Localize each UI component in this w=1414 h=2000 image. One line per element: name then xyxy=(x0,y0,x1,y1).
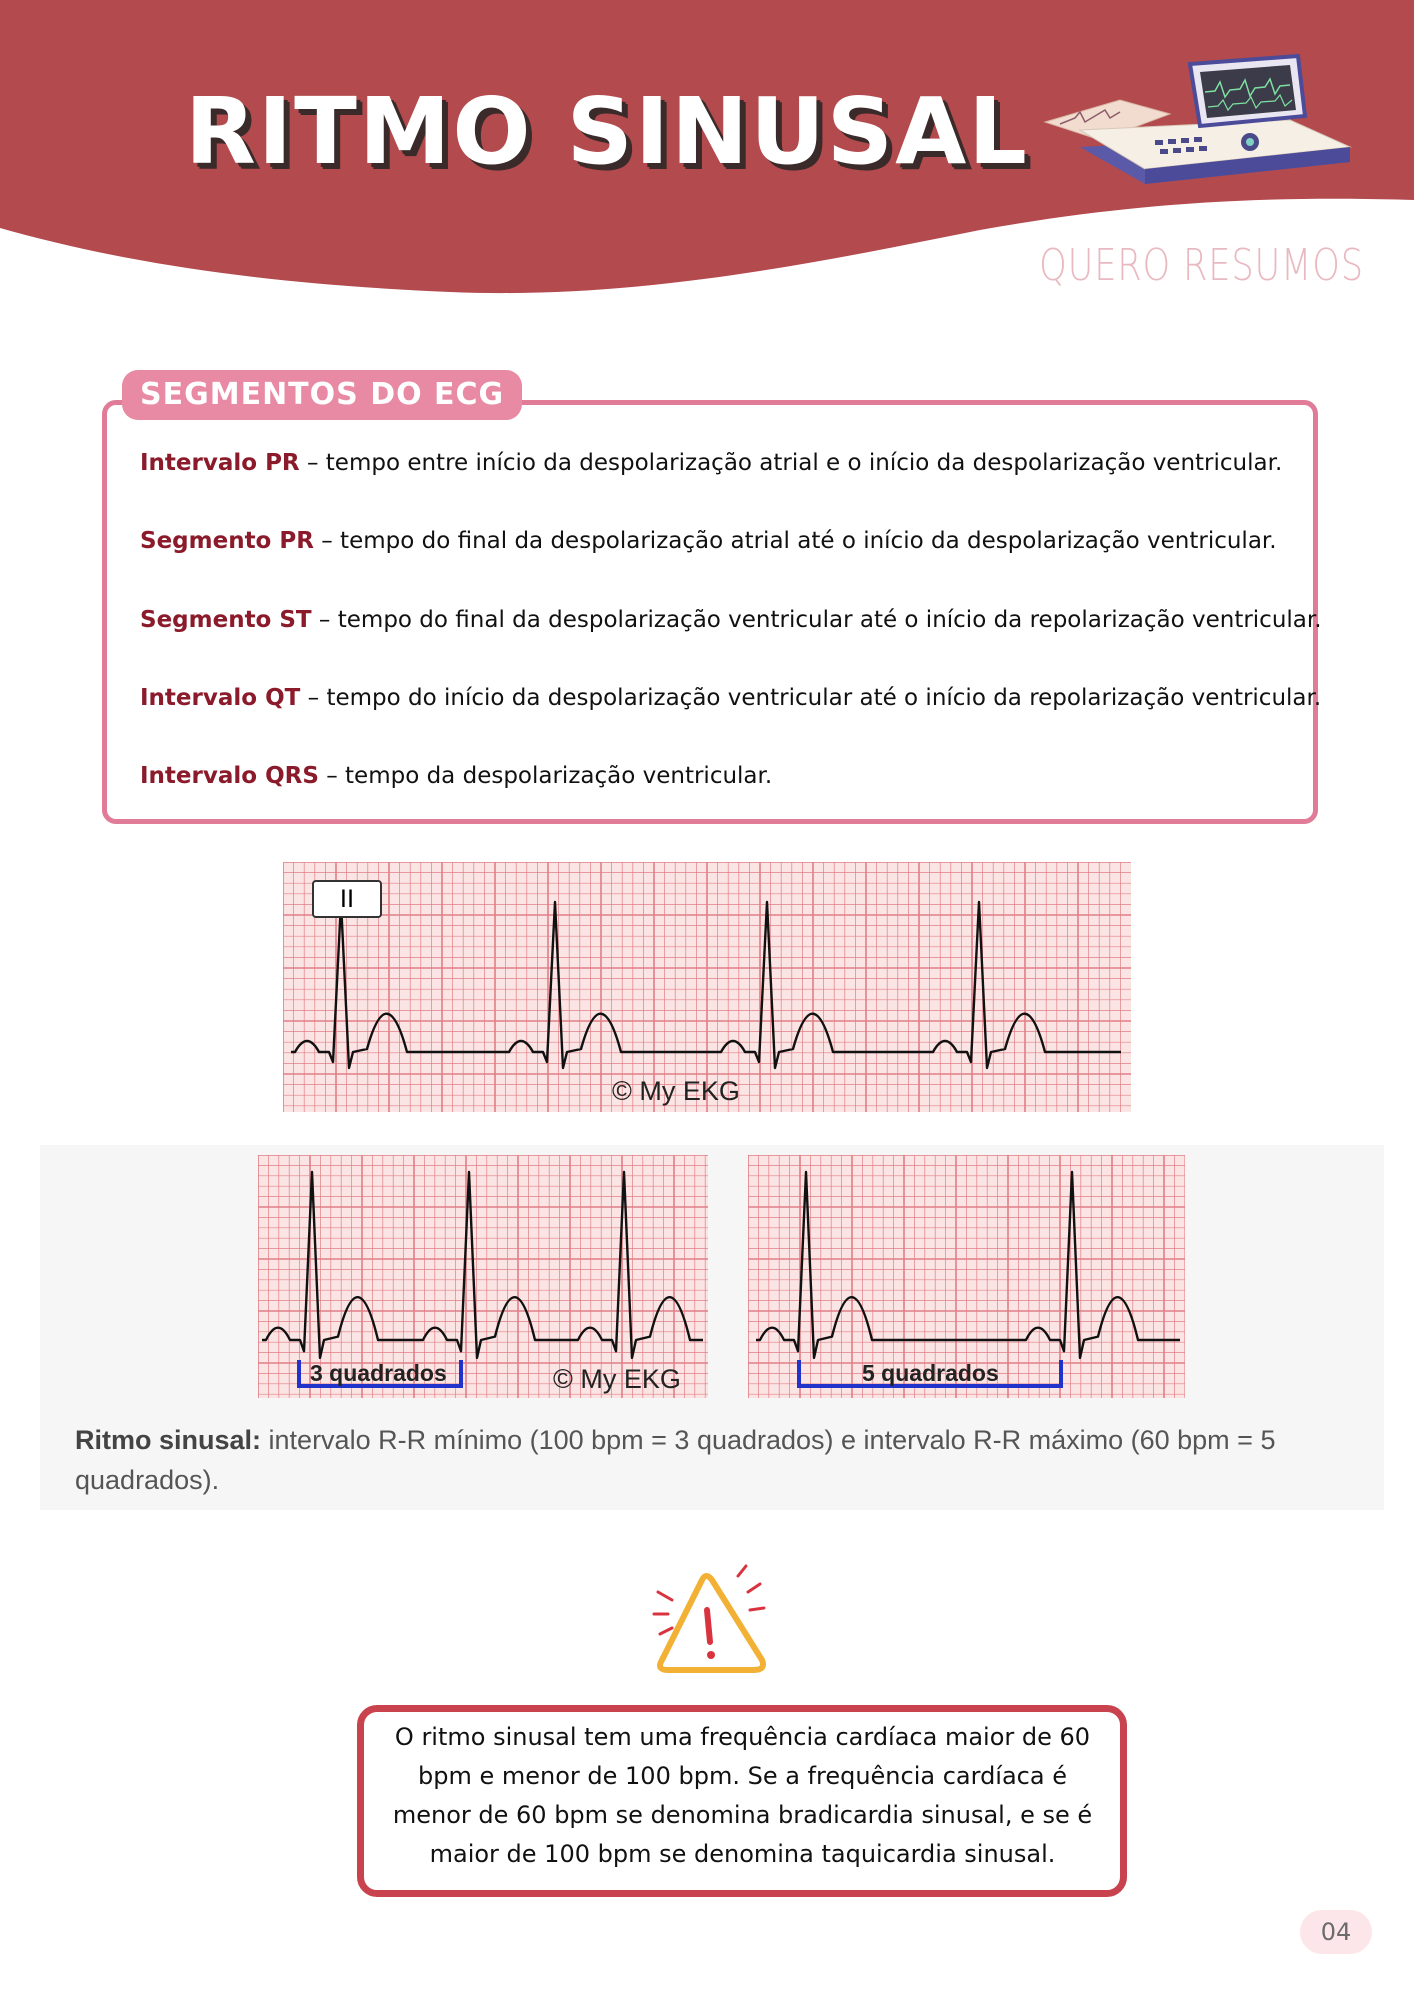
bracket-label-5: 5 quadrados xyxy=(862,1360,999,1386)
segment-item xyxy=(140,685,1321,711)
segment-term: Segmento ST xyxy=(140,607,312,633)
segment-description: – tempo da despolarização ventricular. xyxy=(318,763,773,789)
segment-term: Intervalo QRS xyxy=(140,763,319,789)
segment-description: – tempo entre início da despolarização atrial e o início da despolarização ventricular. xyxy=(299,450,1283,476)
ecg-machine-icon xyxy=(1040,52,1360,202)
segments-heading: SEGMENTOS DO ECG xyxy=(122,370,522,420)
segment-description: – tempo do início da despolarização ventricular até o início da repolarização ventricular. xyxy=(300,685,1322,711)
page-title: RITMO SINUSAL xyxy=(185,78,1029,185)
ecg-waveform xyxy=(291,902,1121,1068)
ecg-strip-lead-ii xyxy=(283,862,1131,1112)
segment-description: – tempo do final da despolarização atrial até o início da despolarização ventricular. xyxy=(313,528,1277,554)
warning-triangle-icon xyxy=(650,1562,770,1680)
ecg-waveform xyxy=(262,1172,703,1358)
segment-term: Intervalo PR xyxy=(140,450,300,476)
segment-item xyxy=(140,528,1277,554)
lead-label: II xyxy=(312,880,382,918)
caption-bold: Ritmo sinusal: xyxy=(75,1425,262,1455)
segment-item xyxy=(140,607,1322,633)
ecg-credit: © My EKG xyxy=(553,1364,681,1394)
bracket-label-3: 3 quadrados xyxy=(310,1360,447,1386)
segment-description: – tempo do final da despolarização ventricular até o início da repolarização ventricular. xyxy=(311,607,1322,633)
ecg-credit: © My EKG xyxy=(612,1076,740,1106)
segment-item xyxy=(140,450,1282,476)
brand-name: QUERO RESUMOS xyxy=(1039,240,1364,291)
comparison-caption xyxy=(75,1420,1375,1500)
page-number: 04 xyxy=(1300,1910,1372,1954)
segment-item xyxy=(140,763,772,789)
segment-term: Intervalo QT xyxy=(140,685,301,711)
segment-term: Segmento PR xyxy=(140,528,314,554)
caption-text: intervalo R-R mínimo (100 bpm = 3 quadrados) e intervalo R-R máximo (60 bpm = 5 quadrados). xyxy=(75,1425,1276,1495)
warning-text: O ritmo sinusal tem uma frequência cardíaca maior de 60 bpm e menor de 100 bpm. Se a frequência cardíaca é menor de 60 bpm se denomina bradicardia sinusal, e se é maior de 100 bpm se denomina taquicardia sinusal. xyxy=(392,1723,1093,1868)
ecg-waveform xyxy=(756,1172,1180,1358)
